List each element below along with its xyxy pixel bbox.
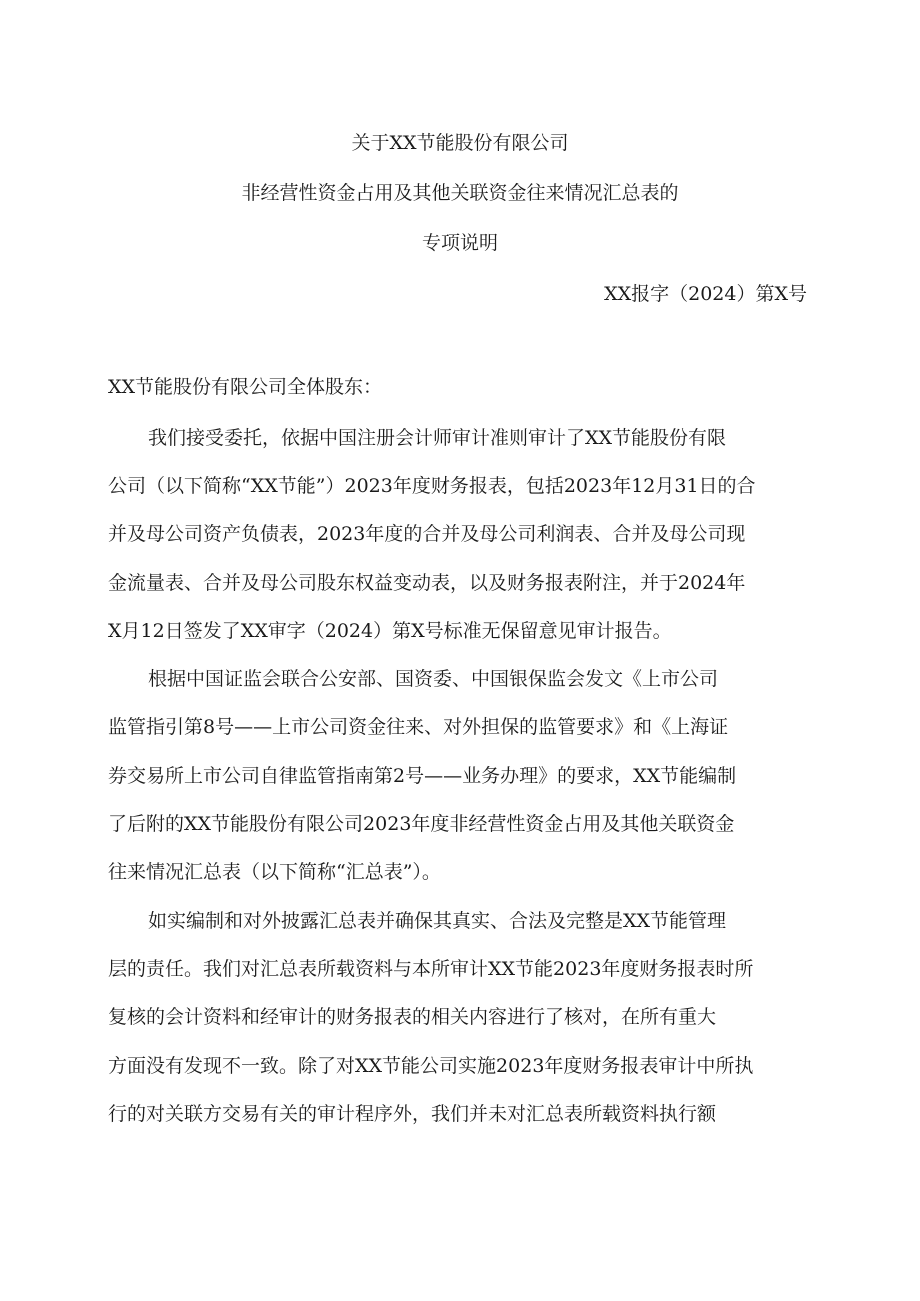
paragraph-2-line-2: 监管指引第8号——上市公司资金往来、对外担保的监管要求》和《上海证: [108, 716, 729, 738]
paragraph-1-line-4: 金流量表、合并及母公司股东权益变动表，以及财务报表附注，并于2024年: [108, 572, 746, 594]
paragraph-1-line-2: 公司（以下简称“XX节能”）2023年度财务报表，包括2023年12月31日的合: [108, 475, 756, 497]
paragraph-2-line-3: 券交易所上市公司自律监管指南第2号——业务办理》的要求，XX节能编制: [108, 765, 737, 787]
paragraph-2-line-5: 往来情况汇总表（以下简称“汇总表”）。: [108, 861, 441, 883]
paragraph-1-line-5: X月12日签发了XX审字（2024）第X号标准无保留意见审计报告。: [108, 620, 672, 642]
paragraph-2-line-4: 了后附的XX节能股份有限公司2023年度非经营性资金占用及其他关联资金: [108, 813, 735, 835]
paragraph-1-line-1: 我们接受委托，依据中国注册会计师审计准则审计了XX节能股份有限: [148, 427, 727, 449]
document-number: XX报字（2024）第X号: [604, 283, 807, 305]
title-line-2: 非经营性资金占用及其他关联资金往来情况汇总表的: [241, 182, 679, 204]
title-line-1: 关于XX节能股份有限公司: [351, 132, 569, 154]
title-line-3: 专项说明: [421, 232, 498, 254]
salutation: XX节能股份有限公司全体股东：: [108, 376, 383, 398]
paragraph-3-line-1: 如实编制和对外披露汇总表并确保其真实、合法及完整是XX节能管理: [148, 910, 727, 932]
paragraph-3-line-4: 方面没有发现不一致。除了对XX节能公司实施2023年度财务报表审计中所执: [108, 1055, 754, 1077]
paragraph-1-line-3: 并及母公司资产负债表，2023年度的合并及母公司利润表、合并及母公司现: [108, 523, 746, 545]
paragraph-3-line-2: 层的责任。我们对汇总表所载资料与本所审计XX节能2023年度财务报表时所: [108, 958, 754, 980]
paragraph-3-line-3: 复核的会计资料和经审计的财务报表的相关内容进行了核对，在所有重大: [108, 1006, 717, 1028]
paragraph-3-line-5: 行的对关联方交易有关的审计程序外，我们并未对汇总表所载资料执行额: [108, 1103, 717, 1125]
paragraph-2-line-1: 根据中国证监会联合公安部、国资委、中国银保监会发文《上市公司: [148, 668, 719, 690]
